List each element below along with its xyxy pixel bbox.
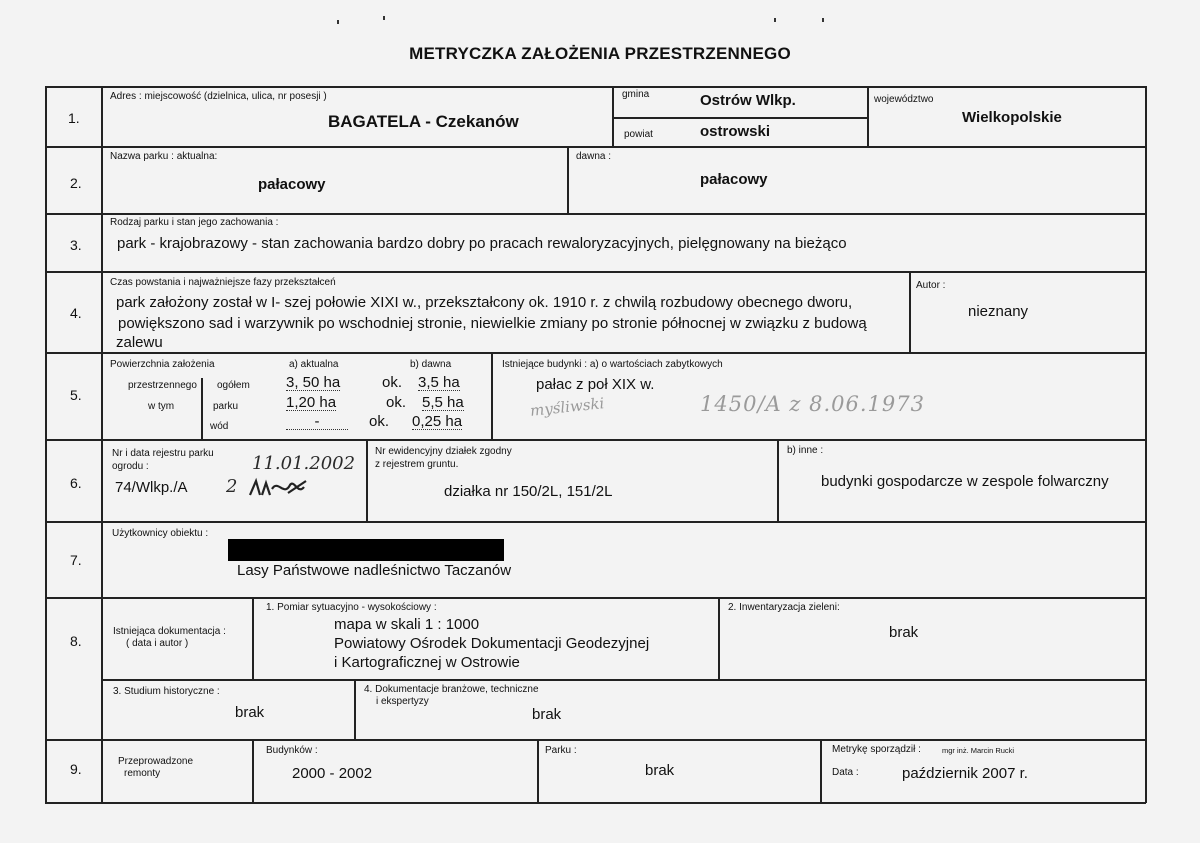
- area-label: Powierzchnia założenia: [110, 359, 215, 370]
- author-label: Autor :: [916, 280, 946, 291]
- park-name-former-label: dawna :: [576, 151, 612, 162]
- area-total-label: ogółem: [217, 380, 250, 391]
- row-number: 8.: [70, 633, 82, 649]
- survey-line-3: i Kartograficznej w Ostrowie: [334, 654, 520, 671]
- row-number: 5.: [70, 387, 82, 403]
- park-type-label: Rodzaj parku i stan jego zachowania :: [110, 217, 279, 228]
- survey-line-2: Powiatowy Ośrodek Dokumentacji Geodezyjnej: [334, 635, 650, 652]
- users-value: Lasy Państwowe nadleśnictwo Taczanów: [237, 562, 512, 579]
- survey-label: 1. Pomiar sytuacyjno - wysokościowy :: [266, 602, 437, 613]
- voivodeship-value: Wielkopolskie: [962, 109, 1062, 126]
- author-value: nieznany: [968, 303, 1029, 320]
- register-label-2: ogrodu :: [112, 461, 149, 472]
- technical-docs-label-2: i ekspertyzy: [376, 696, 429, 707]
- renovations-label: Przeprowadzone: [118, 756, 194, 767]
- area-water-label: wód: [210, 421, 229, 432]
- row-number: 1.: [68, 110, 80, 126]
- row-number: 3.: [70, 237, 82, 253]
- area-water-current: -: [286, 414, 348, 430]
- park-renovation-value: brak: [645, 762, 675, 779]
- history-line-3: zalewu: [116, 334, 163, 351]
- scan-speck: [337, 20, 339, 24]
- date-value: październik 2007 r.: [902, 765, 1028, 782]
- users-label: Użytkownicy obiektu :: [112, 528, 209, 539]
- technical-docs-value: brak: [532, 706, 562, 723]
- area-total-former-prefix: ok.: [382, 374, 403, 391]
- scan-speck: [774, 18, 776, 22]
- area-total-current: 3, 50 ha: [286, 374, 341, 391]
- row-number: 2.: [70, 175, 82, 191]
- history-label: Czas powstania i najważniejsze fazy przekształceń: [110, 277, 336, 288]
- parcels-label: Nr ewidencyjny działek zgodny: [375, 446, 512, 457]
- voivodeship-label: województwo: [874, 94, 934, 105]
- documentation-label: Istniejąca dokumentacja :: [113, 626, 226, 637]
- renovations-label-2: remonty: [124, 768, 161, 779]
- historical-study-label: 3. Studium historyczne :: [113, 686, 220, 697]
- documentation-label-2: ( data i autor ): [126, 638, 189, 649]
- powiat-value: ostrowski: [700, 123, 771, 140]
- address-label: Adres : miejscowość (dzielnica, ulica, nr posesji ): [110, 91, 327, 102]
- greenery-inventory-label: 2. Inwentaryzacja zieleni:: [728, 602, 840, 613]
- prepared-by-value: mgr inż. Marcin Rucki: [942, 746, 1015, 755]
- row-number: 4.: [70, 305, 82, 321]
- park-name-former-value: pałacowy: [700, 171, 768, 188]
- redaction-bar: [228, 539, 504, 561]
- area-park-former: 5,5 ha: [422, 394, 464, 411]
- area-park-former-prefix: ok.: [386, 394, 407, 411]
- powiat-label: powiat: [624, 129, 653, 140]
- buildings-value: pałac z poł XIX w.: [536, 376, 655, 393]
- handwritten-register-prefix: 2: [226, 476, 238, 497]
- area-wtym-label: w tym: [148, 401, 175, 412]
- row-number: 9.: [70, 761, 82, 777]
- history-line-1: park założony został w I- szej połowie XIXI w., przekształcony ok. 1910 r. z chwilą rozbudowy obecnego dworu,: [116, 294, 853, 311]
- park-name-current-value: pałacowy: [258, 176, 326, 193]
- area-current-header: a) aktualna: [289, 359, 339, 370]
- date-label: Data :: [832, 767, 859, 778]
- area-total-former: 3,5 ha: [418, 374, 460, 391]
- form-title: METRYCZKA ZAŁOŻENIA PRZESTRZENNEGO: [409, 44, 791, 63]
- scan-speck: [383, 16, 385, 20]
- handwritten-register-note: 1450/A z 8.06.1973: [700, 392, 925, 416]
- technical-docs-label: 4. Dokumentacje branżowe, techniczne: [364, 684, 539, 695]
- handwritten-note: myśliwski: [529, 394, 606, 420]
- other-buildings-label: b) inne :: [787, 445, 824, 456]
- park-name-current-label: Nazwa parku : aktualna:: [110, 151, 218, 162]
- prepared-by-label: Metrykę sporządził :: [832, 744, 921, 755]
- park-type-value: park - krajobrazowy - stan zachowania bardzo dobry po pracach rewaloryzacyjnych, pielęgnowany na bieżąco: [117, 235, 847, 252]
- handwritten-scribble: [248, 477, 312, 499]
- park-renovation-label: Parku :: [545, 745, 577, 756]
- history-line-2: powiększono sad i warzywnik po wschodniej stronie, niewielkie zmiany po stronie północnej w związku z budową: [118, 315, 867, 332]
- parcels-value: działka nr 150/2L, 151/2L: [444, 483, 613, 500]
- area-former-header: b) dawna: [410, 359, 452, 370]
- gmina-label: gmina: [622, 89, 650, 100]
- address-value: BAGATELA - Czekanów: [328, 112, 519, 131]
- area-park-label: parku: [213, 401, 239, 412]
- buildings-renovation-label: Budynków :: [266, 745, 318, 756]
- row-number: 7.: [70, 552, 82, 568]
- register-value: 74/Wlkp./A: [115, 479, 188, 496]
- register-label: Nr i data rejestru parku: [112, 448, 214, 459]
- handwritten-register-date: 11.01.2002: [252, 453, 356, 474]
- area-park-current: 1,20 ha: [286, 394, 337, 411]
- area-water-former: 0,25 ha: [412, 413, 463, 430]
- scan-speck: [822, 18, 824, 22]
- buildings-label: Istniejące budynki : a) o wartościach zabytkowych: [502, 359, 723, 370]
- buildings-renovation-value: 2000 - 2002: [292, 765, 373, 782]
- other-buildings-value: budynki gospodarcze w zespole folwarczny: [821, 473, 1109, 490]
- row-number: 6.: [70, 475, 82, 491]
- gmina-value: Ostrów Wlkp.: [700, 92, 796, 109]
- historical-study-value: brak: [235, 704, 265, 721]
- area-przestrzennego-label: przestrzennego: [128, 380, 197, 391]
- survey-line-1: mapa w skali 1 : 1000: [334, 616, 480, 633]
- greenery-inventory-value: brak: [889, 624, 919, 641]
- area-water-former-prefix: ok.: [369, 413, 390, 430]
- parcels-label-2: z rejestrem gruntu.: [375, 459, 459, 470]
